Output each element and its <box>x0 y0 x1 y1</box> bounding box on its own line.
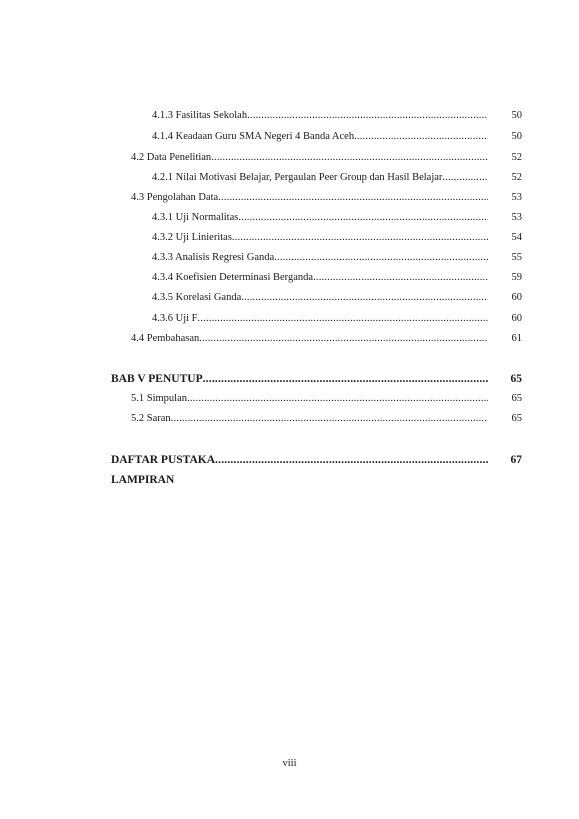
toc-dot-leader <box>187 392 488 406</box>
toc-entry-text <box>152 211 488 225</box>
toc-entry <box>0 453 579 467</box>
toc-dot-leader <box>247 109 488 123</box>
toc-page-number: 54 <box>511 232 522 243</box>
toc-page-number: 52 <box>511 152 522 163</box>
toc-dot-leader <box>241 291 488 305</box>
toc-entry <box>0 151 579 165</box>
toc-page-number: 50 <box>511 110 522 121</box>
toc-entry <box>0 291 579 305</box>
toc-page-number: 52 <box>511 172 522 183</box>
toc-dot-leader <box>218 191 488 205</box>
toc-dot-leader <box>171 412 488 426</box>
toc-page-number: 65 <box>511 413 522 424</box>
toc-entry <box>0 191 579 205</box>
toc-entry <box>0 372 579 386</box>
toc-entry-label: 4.3.4 Koefisien Determinasi Berganda <box>152 272 314 283</box>
toc-entry <box>0 109 579 123</box>
toc-entry-label: 4.2 Data Penelitian <box>131 152 212 163</box>
toc-entry <box>0 332 579 346</box>
toc-entry-text <box>152 109 488 123</box>
toc-page-number: 67 <box>510 454 522 466</box>
toc-page-number: 61 <box>511 333 522 344</box>
toc-entry <box>0 312 579 326</box>
toc-dot-leader <box>199 332 488 346</box>
toc-entry-label: 4.3.3 Analisis Regresi Ganda <box>152 252 275 263</box>
toc-entry-text <box>152 171 488 185</box>
toc-entry <box>0 211 579 225</box>
toc-entry-text <box>131 392 488 406</box>
toc-entry-label: 4.1.3 Fasilitas Sekolah <box>152 110 248 121</box>
toc-entry-text <box>111 473 488 487</box>
toc-dot-leader <box>215 453 488 467</box>
toc-dot-leader <box>354 130 488 144</box>
toc-entry-text <box>152 271 488 285</box>
toc-entry <box>0 271 579 285</box>
toc-entry <box>0 412 579 426</box>
toc-entry-text <box>131 412 488 426</box>
toc-page-number: 59 <box>511 272 522 283</box>
toc-entry-label: LAMPIRAN <box>111 474 175 486</box>
toc-dot-leader <box>203 372 488 386</box>
toc-page-number: 60 <box>511 292 522 303</box>
toc-entry-label: 4.3 Pengolahan Data <box>131 192 219 203</box>
toc-entry <box>0 171 579 185</box>
toc-entry-label: 5.1 Simpulan <box>131 393 188 404</box>
toc-page-number: 60 <box>511 313 522 324</box>
toc-entry-label: BAB V PENUTUP <box>111 373 203 385</box>
toc-entry-text <box>152 312 488 326</box>
toc-entry-label: 5.2 Saran <box>131 413 171 424</box>
toc-entry-label: 4.3.5 Korelasi Ganda <box>152 292 242 303</box>
toc-entry-text <box>152 251 488 265</box>
toc-entry-text <box>111 453 488 467</box>
toc-page-number: 53 <box>511 212 522 223</box>
page-number-footer: viii <box>282 758 297 769</box>
toc-page-number: 65 <box>510 373 522 385</box>
toc-dot-leader <box>198 312 488 326</box>
toc-page-number: 65 <box>511 393 522 404</box>
toc-entry <box>0 231 579 245</box>
toc-entry <box>0 473 579 487</box>
toc-entry <box>0 251 579 265</box>
toc-entry-text <box>131 191 488 205</box>
toc-entry-text <box>131 332 488 346</box>
toc-entry-label: 4.4 Pembahasan <box>131 333 200 344</box>
toc-entry-label: 4.3.1 Uji Normalitas <box>152 212 239 223</box>
toc-entry-text <box>111 372 488 386</box>
toc-entry-label: 4.3.2 Uji Linieritas <box>152 232 232 243</box>
toc-entry-text <box>152 291 488 305</box>
toc-entry-text <box>131 151 488 165</box>
toc-dot-leader <box>232 231 488 245</box>
toc-entry-label: 4.2.1 Nilai Motivasi Belajar, Pergaulan Peer Group dan Hasil Belajar <box>152 172 443 183</box>
toc-entry-label: DAFTAR PUSTAKA <box>111 454 216 466</box>
toc-entry-label: 4.3.6 Uji F <box>152 313 198 324</box>
toc-entry-label: 4.1.4 Keadaan Guru SMA Negeri 4 Banda Aceh <box>152 131 355 142</box>
toc-entry-text <box>152 231 488 245</box>
toc-page-number: 50 <box>511 131 522 142</box>
toc-entry <box>0 130 579 144</box>
toc-page-number: 53 <box>511 192 522 203</box>
toc-dot-leader <box>274 251 488 265</box>
toc-dot-leader <box>313 271 488 285</box>
toc-entry <box>0 392 579 406</box>
toc-entry-text <box>152 130 488 144</box>
toc-dot-leader <box>211 151 488 165</box>
toc-dot-leader <box>238 211 488 225</box>
toc-page-number: 55 <box>511 252 522 263</box>
